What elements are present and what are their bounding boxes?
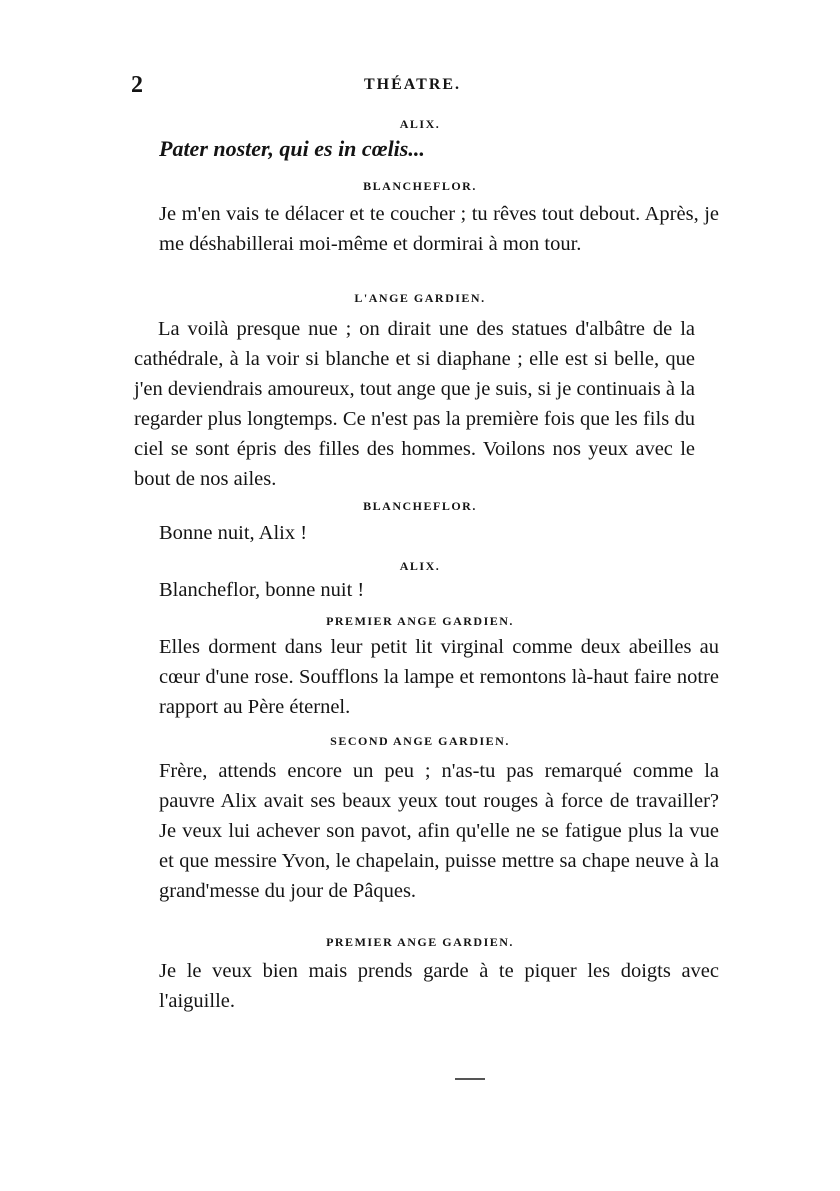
speaker-name: BLANCHEFLOR. xyxy=(363,179,477,193)
speaker-name: PREMIER ANGE GARDIEN. xyxy=(326,614,514,628)
speech-text: La voilà presque nue ; on dirait une des statues d'albâtre de la cathédrale, à la voir si blanche et si diaphane ; elle est si belle, que j'en deviendrais amoureux, tout ange que je suis, si je continuais à la regarder plus longtemps. Ce n'est pas la première fois que les fils du ciel se sont épris des filles des hommes. Voilons nos yeux avec le bout de nos ailes. xyxy=(134,318,695,490)
speaker-name: ALIX. xyxy=(399,559,441,573)
speech-text: Je m'en vais te délacer et te coucher ; tu rêves tout debout. Après, je me déshabillerai moi-même et dormirai à mon tour. xyxy=(159,203,719,255)
running-title: THÉATRE. xyxy=(364,76,462,93)
speech-text: Frère, attends encore un peu ; n'as-tu pas remarqué comme la pauvre Alix avait ses beaux yeux tout rouges à force de travailler? Je veux lui achever son pavot, afin qu'elle ne se fatigue plus la vue et que messire Yvon, le chapelain, puisse mettre sa chape neuve à la grand'messe du jour de Pâques. xyxy=(159,760,719,902)
speech-text: Pater noster, qui es in cœlis... xyxy=(159,136,425,161)
speaker-name: L'ANGE GARDIEN. xyxy=(354,291,486,305)
speech-text: Bonne nuit, Alix ! xyxy=(159,522,308,544)
speech-text: Elles dorment dans leur petit lit virginal comme deux abeilles au cœur d'une rose. Soufflons la lampe et remontons là-haut faire notre rapport au Père éternel. xyxy=(159,636,719,718)
page-number: 2 xyxy=(131,72,143,98)
speaker-name: ALIX. xyxy=(399,117,441,131)
speaker-name: SECOND ANGE GARDIEN. xyxy=(330,734,510,748)
speech-text: Je le veux bien mais prends garde à te piquer les doigts avec l'aiguille. xyxy=(159,960,719,1012)
speech-text: Blancheflor, bonne nuit ! xyxy=(159,579,365,601)
page-ornament xyxy=(455,1078,485,1080)
speaker-name: PREMIER ANGE GARDIEN. xyxy=(326,935,514,949)
speaker-name: BLANCHEFLOR. xyxy=(363,499,477,513)
